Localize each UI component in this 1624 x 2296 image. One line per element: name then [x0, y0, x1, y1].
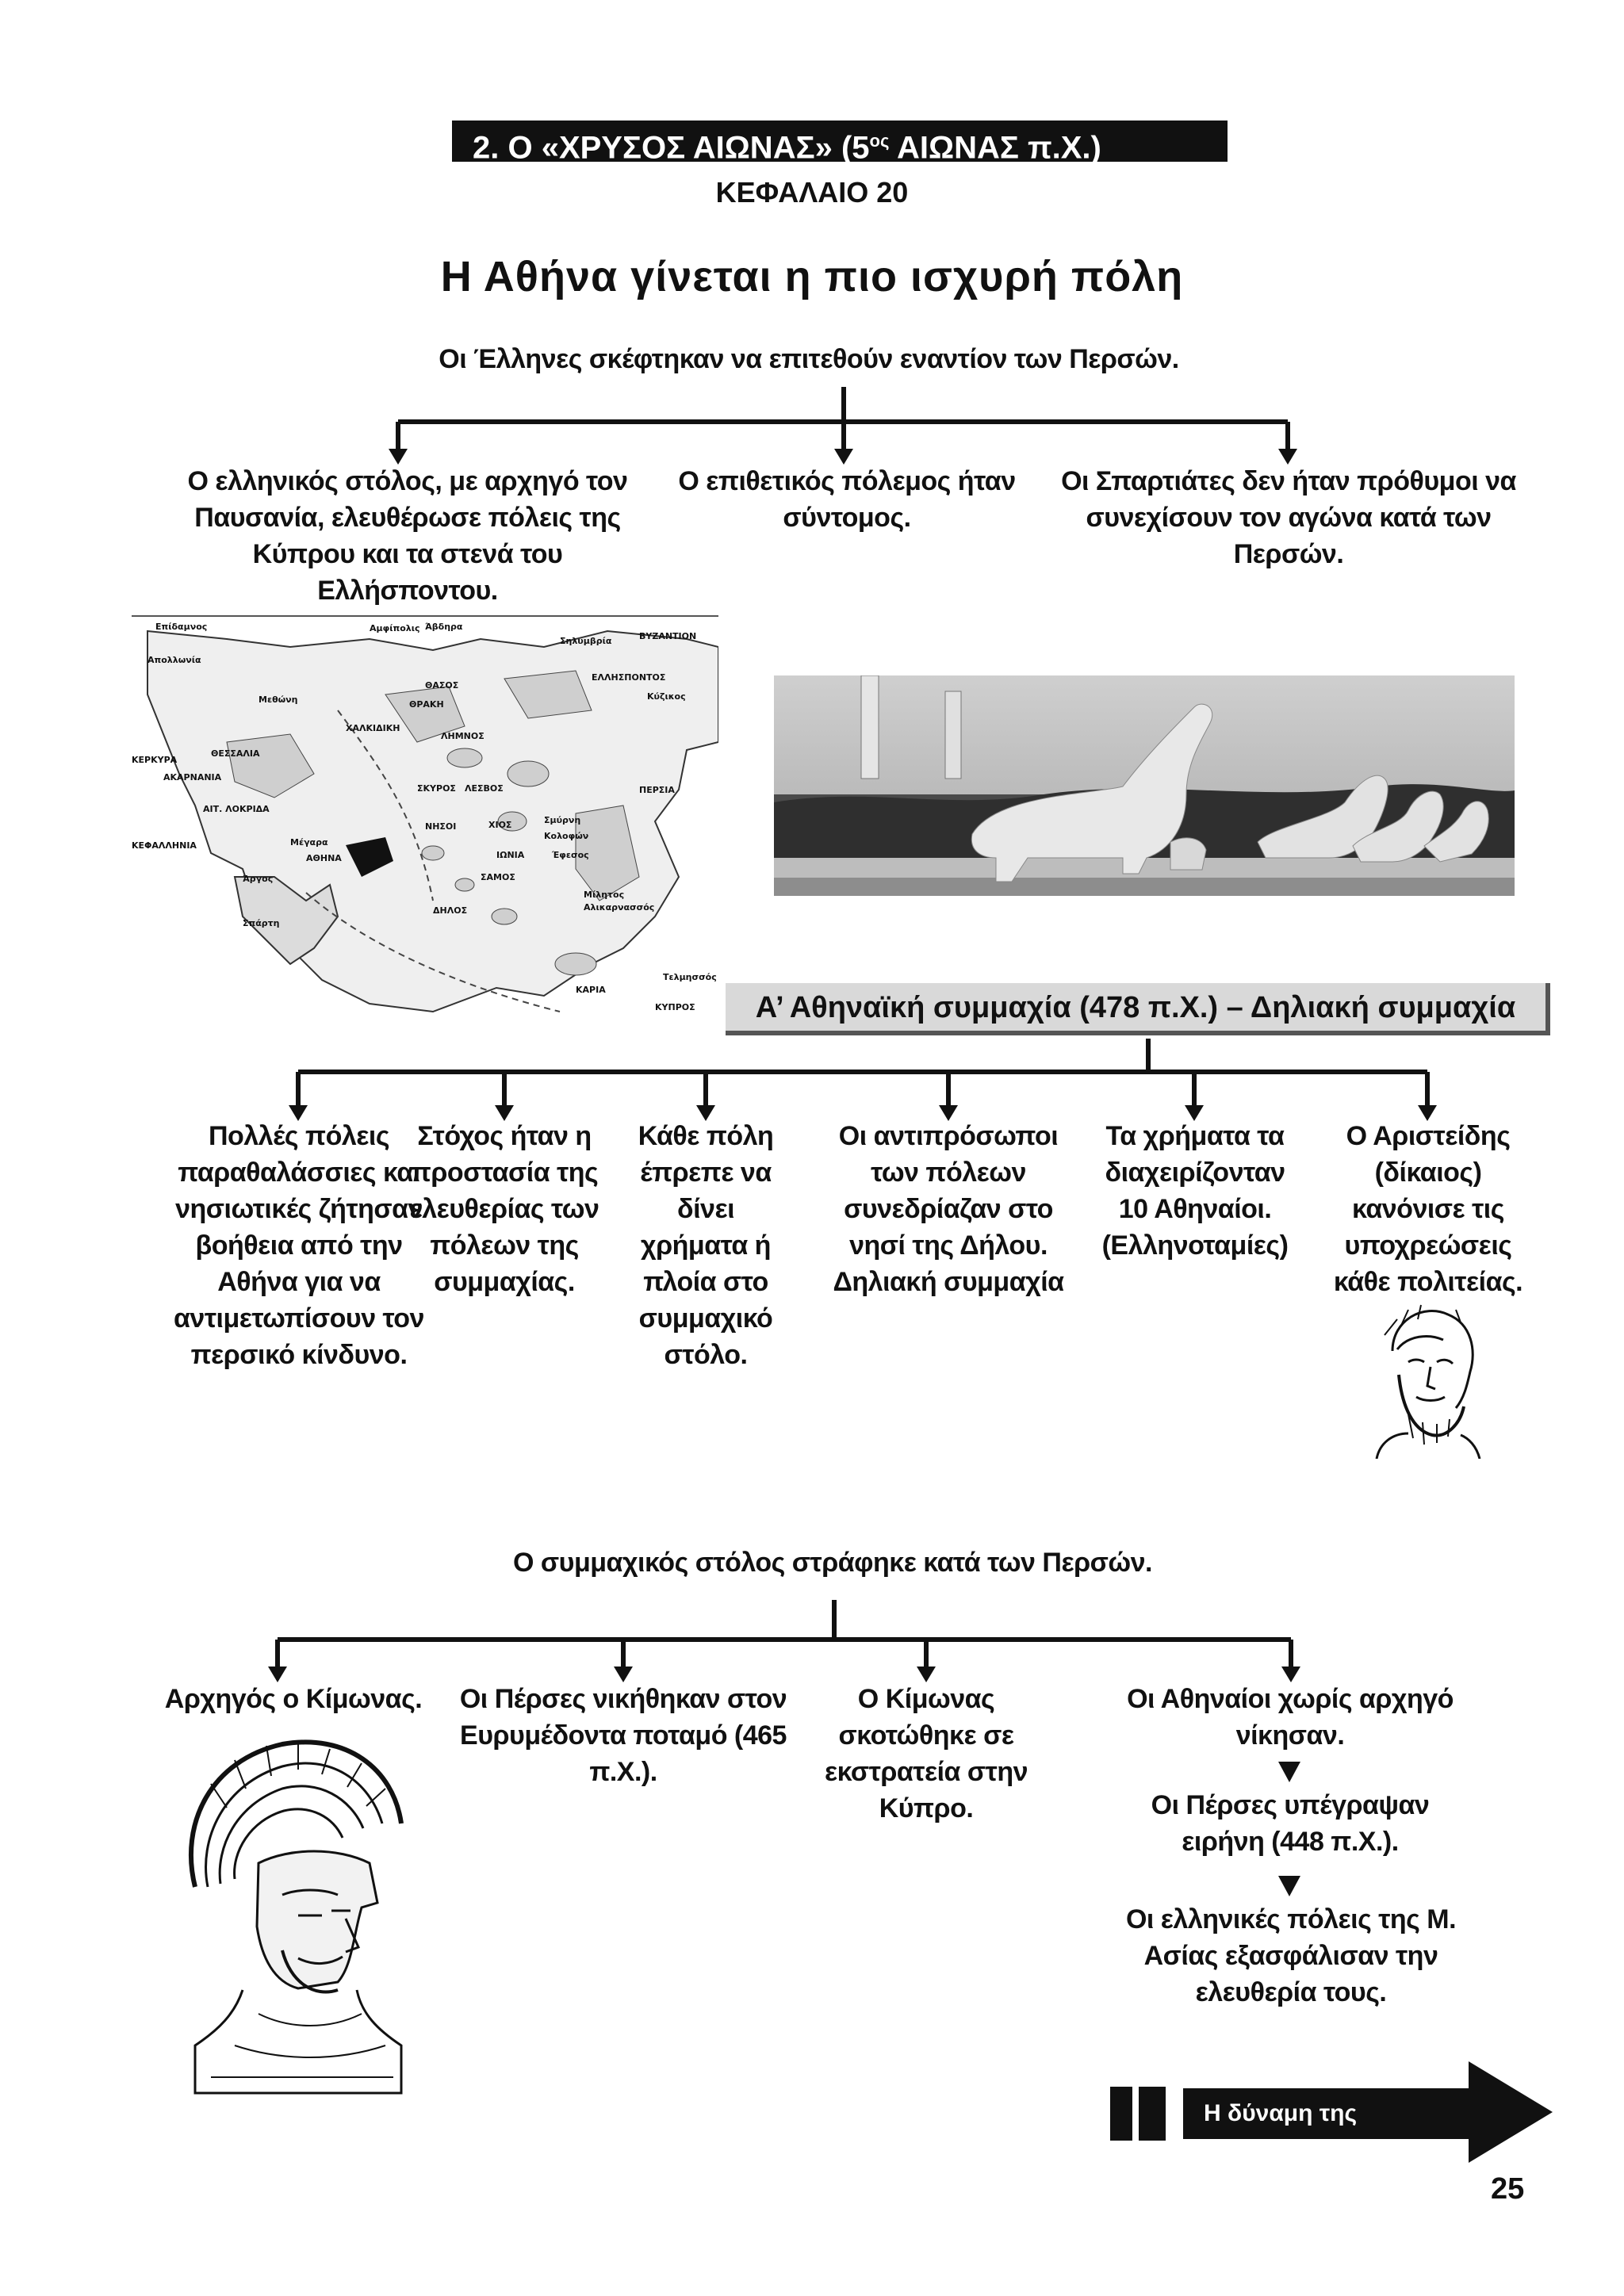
map-label: Κύζικος — [647, 691, 686, 702]
map-label: ΝΗΣΟΙ — [425, 821, 457, 832]
flow3-root: Ο συμμαχικός στόλος στράφηκε κατά των Περσών. — [513, 1548, 1152, 1578]
map-label: ΣΚΥΡΟΣ — [417, 783, 456, 794]
section-title-suffix: ΑΙΩΝΑΣ π.Χ.) — [889, 130, 1101, 166]
flow3-chain-peace: Οι Πέρσες υπέγραψαν ειρήνη (448 π.Χ.). — [1151, 1790, 1430, 1857]
lions-drawing — [774, 675, 1515, 896]
chapter-label: ΚΕΦΑΛΑΙΟ 20 — [715, 176, 909, 209]
map-label: ΧΙΟΣ — [488, 820, 512, 830]
map-label: Έφεσος — [552, 850, 589, 860]
map-label: ΚΥΠΡΟΣ — [655, 1002, 695, 1012]
flow1-child-sparta: Οι Σπαρτιάτες δεν ήταν πρόθυμοι να συνεχίσουν τον αγώνα κατά των Περσών. — [1061, 466, 1516, 569]
page-title: Η Αθήνα γίνεται η πιο ισχυρή πόλη — [440, 253, 1184, 300]
map-label: ΑΚΑΡΝΑΝΙΑ — [163, 772, 222, 783]
footer-bar-1 — [1110, 2087, 1132, 2141]
portrait-kimon — [163, 1728, 425, 2101]
map-label: Σηλυμβρία — [560, 636, 612, 646]
photo-lions-of-delos — [774, 675, 1515, 896]
map-label: Σπάρτη — [243, 918, 280, 928]
flow1-root: Οι Έλληνες σκέφτηκαν να επιτεθούν εναντίον των Περσών. — [439, 344, 1179, 374]
map-label: ΑΙΤ. ΛΟΚΡΙΔΑ — [203, 804, 270, 814]
map-label: ΘΡΑΚΗ — [409, 699, 444, 710]
footer-bar-2 — [1139, 2087, 1166, 2141]
portrait-aristides — [1361, 1303, 1488, 1459]
map-label: ΘΕΣΣΑΛΙΑ — [211, 748, 260, 759]
map-label: Μέγαρα — [290, 837, 328, 848]
map-label: ΛΗΜΝΟΣ — [441, 731, 485, 741]
map-label: Κολοφών — [544, 831, 589, 841]
map-label: ΔΗΛΟΣ — [433, 905, 468, 916]
flow3-chain-freedom: Οι ελληνικές πόλεις της Μ. Ασίας εξασφάλισαν την ελευθερία τους. — [1125, 1904, 1457, 2007]
alliance-child-delos: Οι αντιπρόσωποι των πόλεων συνεδρίαζαν στο νησί της Δήλου. Δηλιακή συμμαχία — [833, 1121, 1064, 1297]
kimon-drawing — [163, 1728, 425, 2101]
flow1-child-war: Ο επιθετικός πόλεμος ήταν σύντομος. — [678, 466, 1016, 533]
alliance-child-aristides: Ο Αριστείδης (δίκαιος) κανόνισε τις υποχρεώσεις κάθε πολιτείας. — [1333, 1121, 1523, 1297]
map-label: ΛΕΣΒΟΣ — [465, 783, 504, 794]
flow3-child-athenians: Οι Αθηναίοι χωρίς αρχηγό νίκησαν. — [1127, 1684, 1454, 1751]
map-label: Μίλητος — [584, 890, 625, 900]
map-label: ΣΑΜΟΣ — [481, 872, 515, 882]
next-arrow-icon[interactable] — [1467, 2061, 1562, 2164]
alliance-child-money: Κάθε πόλη έπρεπε να δίνει χρήματα ή πλοία στο συμμαχικό στόλο. — [638, 1121, 774, 1370]
map-label: Αμφίπολις — [370, 623, 420, 633]
alliance-title: Α’ Αθηναϊκή συμμαχία (478 π.Χ.) – Δηλιακή συμμαχία — [726, 983, 1550, 1035]
map-label: ΚΕΦΑΛΛΗΝΙΑ — [132, 840, 197, 851]
map-label: ΧΑΛΚΙΔΙΚΗ — [346, 723, 400, 733]
map-label: ΑΘΗΝΑ — [306, 853, 342, 863]
alliance-child-goal: Στόχος ήταν η προστασία της ελευθερίας των πόλεων της συμμαχίας. — [409, 1121, 599, 1297]
map-label: ΕΛΛΗΣΠΟΝΤΟΣ — [592, 672, 666, 683]
map-aegean — [132, 615, 718, 1043]
map-label: ΚΕΡΚΥΡΑ — [132, 755, 178, 765]
map-label: ΚΑΡΙΑ — [576, 985, 606, 995]
aristides-drawing — [1361, 1303, 1488, 1459]
map-label: Άβδηρα — [425, 622, 463, 632]
alliance-child-cities: Πολλές πόλεις παραθαλάσσιες και νησιωτικές ζήτησαν βοήθεια από την Αθήνα για να αντιμετωπίσουν τον περσικό κίνδυνο. — [174, 1121, 424, 1370]
flow1-child-fleet: Ο ελληνικός στόλος, με αρχηγό τον Παυσανία, ελευθέρωσε πόλεις της Κύπρου και τα στενά του Ελλήσποντου. — [187, 466, 628, 606]
section-title-sup: ος — [869, 131, 890, 151]
map-label: ΠΕΡΣΙΑ — [639, 785, 675, 795]
section-title-prefix: 2. Ο «ΧΡΥΣΟΣ ΑΙΩΝΑΣ» (5 — [473, 130, 870, 166]
flow3-child-eurymedon: Οι Πέρσες νικήθηκαν στον Ευρυμέδοντα ποταμό (465 π.Χ.). — [459, 1684, 787, 1787]
map-label: Άργος — [243, 874, 274, 884]
map-drawing — [132, 615, 718, 1043]
page-number: 25 — [1491, 2172, 1525, 2206]
alliance-child-treasurers: Τα χρήματα τα διαχειρίζονταν 10 Αθηναίοι. (Ελληνοταμίες) — [1101, 1121, 1289, 1261]
map-label: Επίδαμνος — [155, 622, 208, 632]
map-label: Μεθώνη — [259, 695, 298, 705]
map-label: Αλικαρνασσός — [584, 902, 655, 913]
flow3-child-cyprus: Ο Κίμωνας σκοτώθηκε σε εκστρατεία στην Κύπρο. — [824, 1684, 1028, 1823]
map-label: ΙΩΝΙΑ — [496, 850, 525, 860]
flow3-child-kimon: Αρχηγός ο Κίμωνας. — [164, 1684, 423, 1714]
map-label: Σμύρνη — [544, 815, 581, 825]
next-topic-button[interactable]: Η δύναμη της Αθήνας… — [1183, 2088, 1469, 2139]
map-label: ΘΑΣΟΣ — [425, 680, 459, 691]
map-label: Απολλωνία — [147, 655, 201, 665]
map-label: Τελμησσός — [663, 972, 717, 982]
map-label: ΒΥΖΑΝΤΙΟΝ — [639, 631, 697, 641]
